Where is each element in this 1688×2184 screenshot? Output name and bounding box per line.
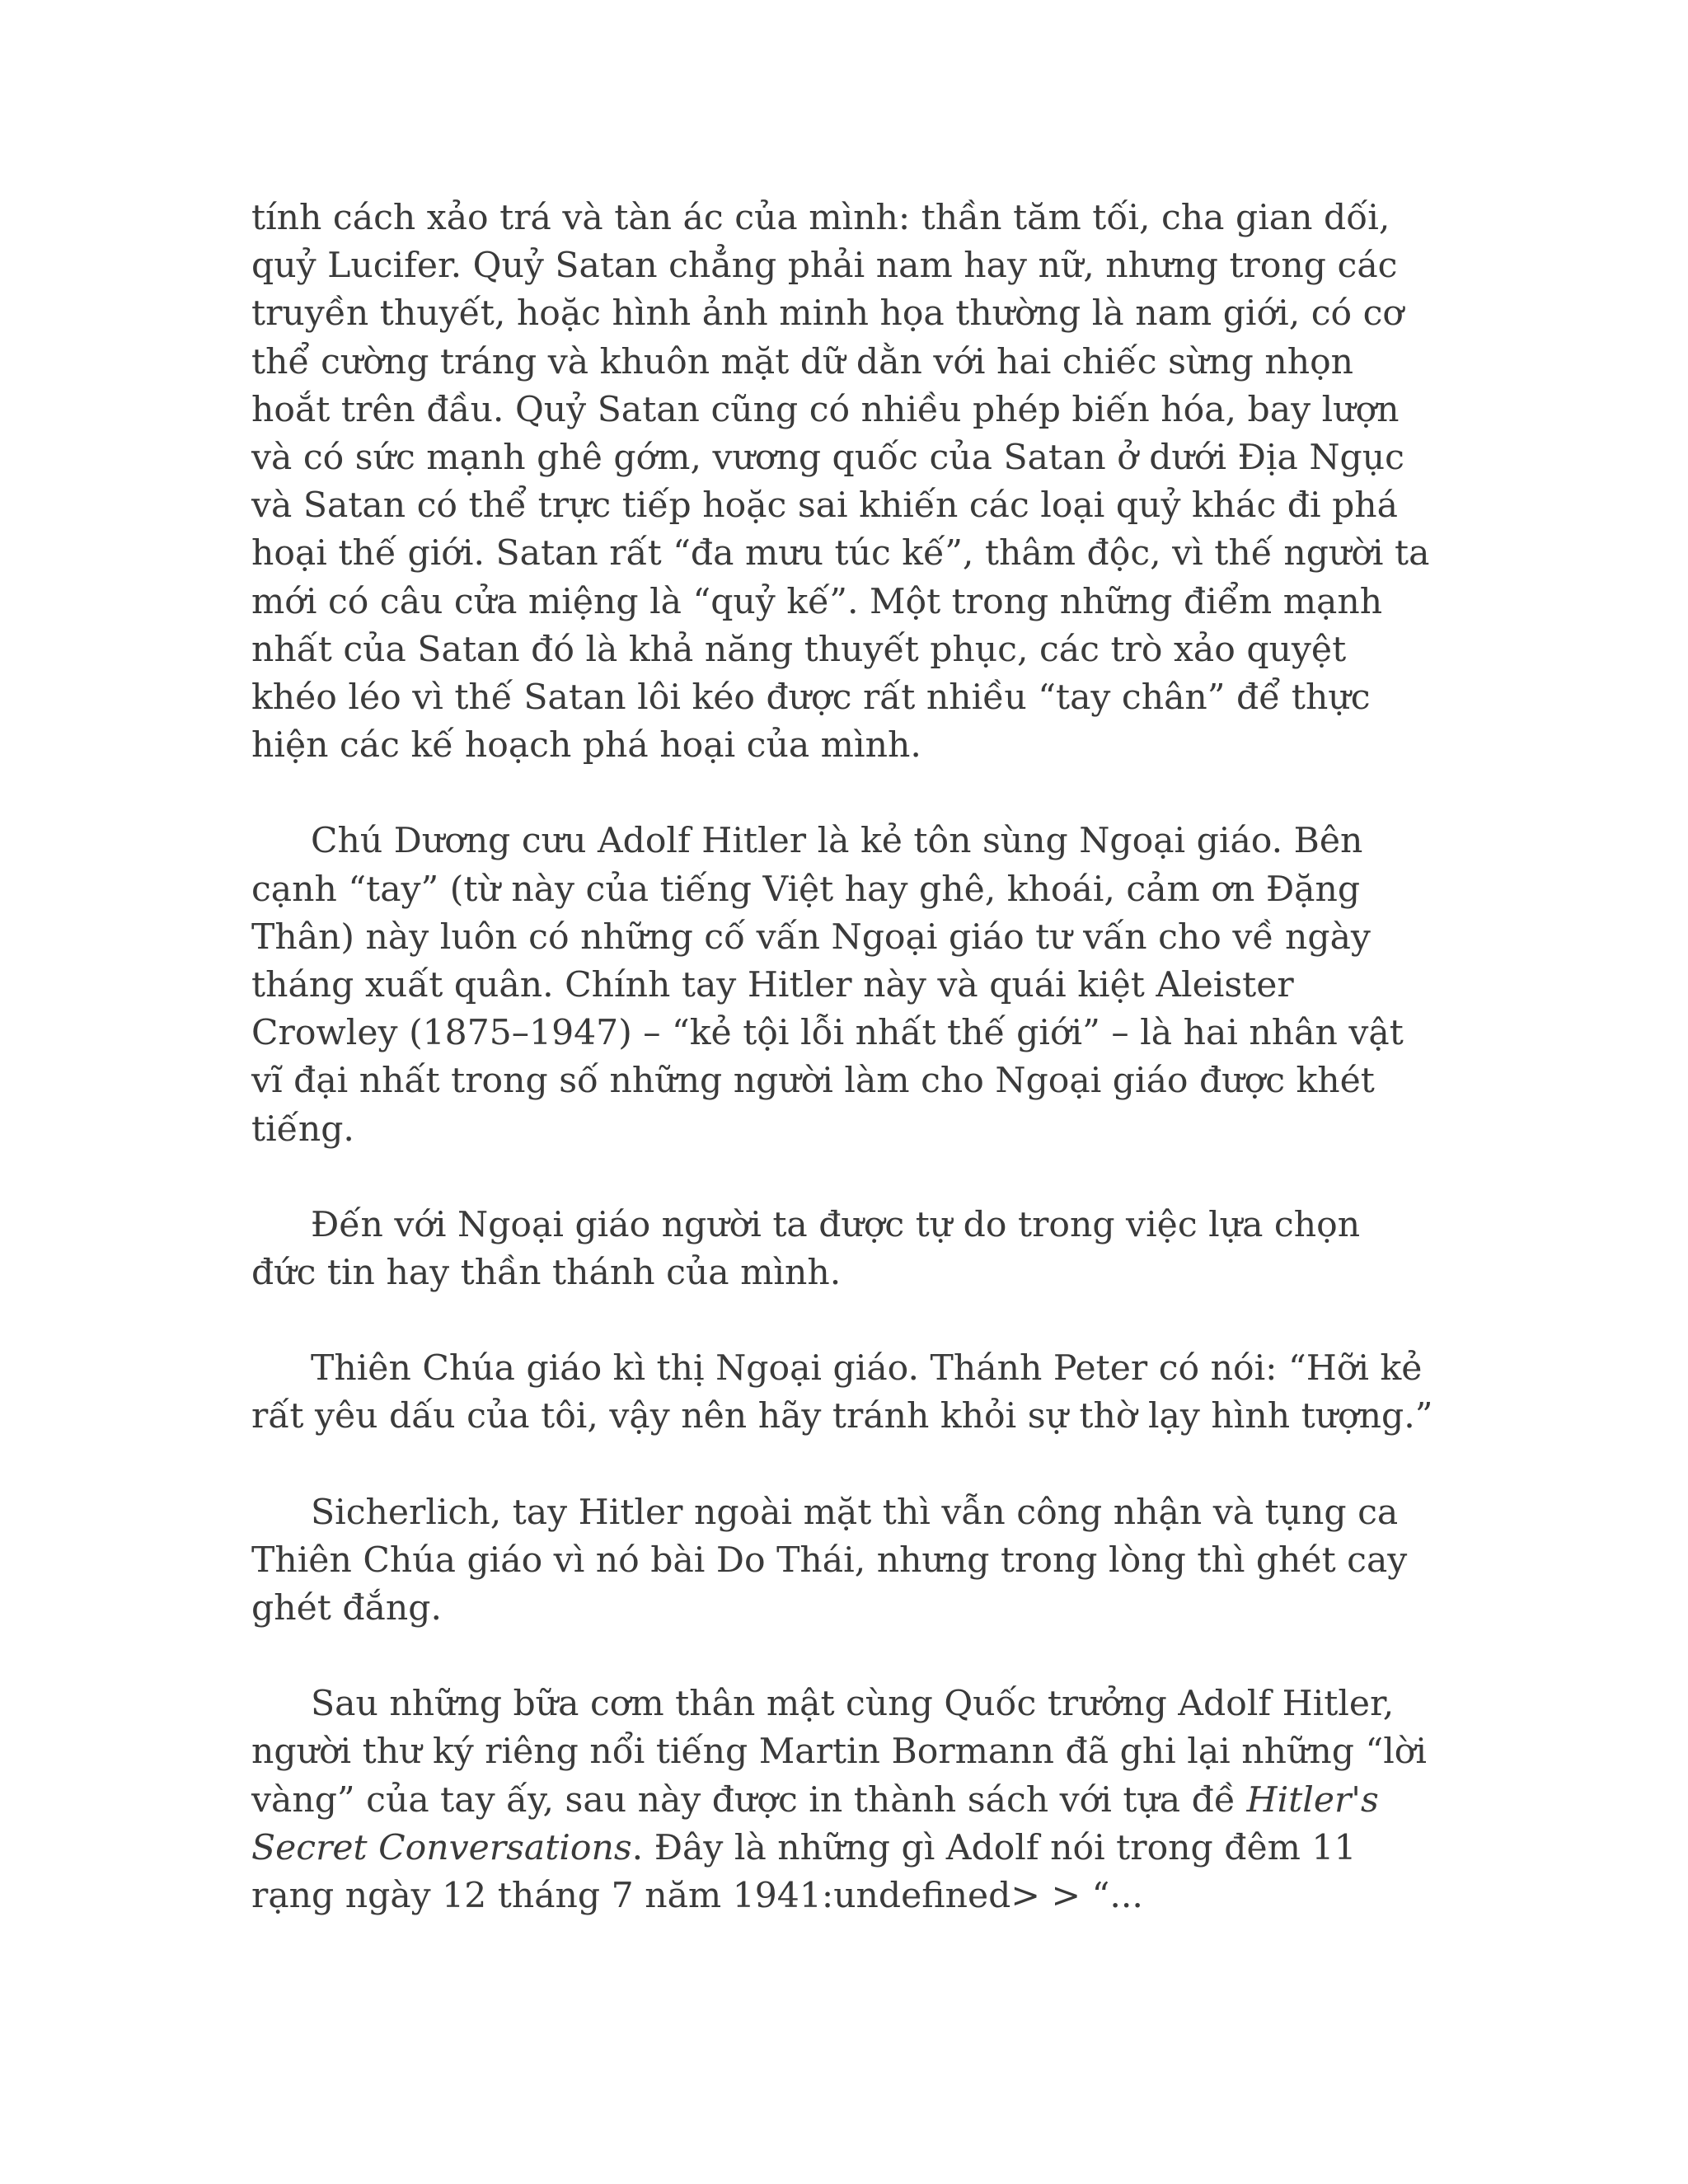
paragraph-sicherlich: Sicherlich, tay Hitler ngoài mặt thì vẫn công nhận và tụng ca Thiên Chúa giáo vì nó bài Do Thái, nhưng trong lòng thì ghét cay ghét đắng. xyxy=(251,1492,1408,1629)
text-column xyxy=(251,194,1434,1968)
paragraph-secret-conversations xyxy=(251,1680,1434,1920)
paragraph-text-before-title: Sau những bữa cơm thân mật cùng Quốc trưởng Adolf Hitler, người thư ký riêng nổi tiếng Martin Bormann đã ghi lại những “lời vàng” của tay ấy, sau này được in thành sách với tựa đề xyxy=(251,1684,1427,1821)
book-title: Hitler's Secret Conversations xyxy=(251,1779,1379,1868)
paragraph-saint-peter-quote: Thiên Chúa giáo kì thị Ngoại giáo. Thánh Peter có nói: “Hỡi kẻ rất yêu dấu của tôi, vậy nên hãy tránh khỏi sự thờ lạy hình tượng.” xyxy=(251,1348,1433,1437)
paragraph-freedom-of-faith: Đến với Ngoại giáo người ta được tự do trong việc lựa chọn đức tin hay thần thánh của mình. xyxy=(251,1204,1361,1294)
paragraph-hitler-paganism: Chú Dương cưu Adolf Hitler là kẻ tôn sùng Ngoại giáo. Bên cạnh “tay” (từ này của tiếng Việt hay ghê, khoái, cảm ơn Đặng Thân) này luôn có những cố vấn Ngoại giáo tư vấn cho về ngày tháng xuất quân. Chính tay Hitler này và quái kiệt Aleister Crowley (1875–1947) – “kẻ tội lỗi nhất thế giới” – là hai nhân vật vĩ đại nhất trong số những người làm cho Ngoại giáo được khét tiếng. xyxy=(251,821,1404,1150)
paragraph-text-after-title: . Đây là những gì Adolf nói trong đêm 11 rạng ngày 12 tháng 7 năm 1941:undefined> > “... xyxy=(251,1827,1357,1917)
paragraph-satan-description: tính cách xảo trá và tàn ác của mình: thần tăm tối, cha gian dối, quỷ Lucifer. Quỷ Satan chẳng phải nam hay nữ, nhưng trong các truyền thuyết, hoặc hình ảnh minh họa thường là nam giới, có cơ thể cường tráng và khuôn mặt dữ dằn với hai chiếc sừng nhọn hoắt trên đầu. Quỷ Satan cũng có nhiều phép biến hóa, bay lượn và có sức mạnh ghê gớm, vương quốc của Satan ở dưới Địa Ngục và Satan có thể trực tiếp hoặc sai khiến các loại quỷ khác đi phá hoại thế giới. Satan rất “đa mưu túc kế”, thâm độc, vì thế người ta mới có câu cửa miệng là “quỷ kế”. Một trong những điểm mạnh nhất của Satan đó là khả năng thuyết phục, các trò xảo quyệt khéo léo vì thế Satan lôi kéo được rất nhiều “tay chân” để thực hiện các kế hoạch phá hoại của mình. xyxy=(251,198,1430,766)
